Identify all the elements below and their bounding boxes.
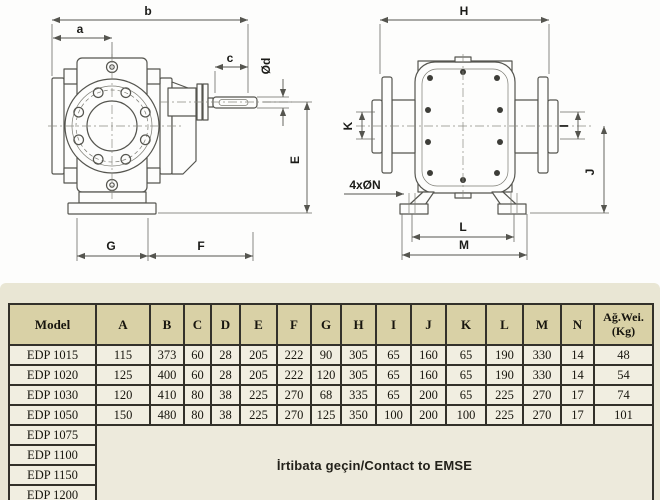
- dim-label-n: 4xØN: [349, 178, 381, 192]
- header-i: I: [376, 304, 411, 345]
- dimension-a: [53, 22, 112, 38]
- value-cell: 225: [486, 405, 523, 425]
- value-cell: 120: [96, 385, 150, 405]
- value-cell: 270: [523, 405, 561, 425]
- value-cell: 205: [240, 365, 277, 385]
- dim-label-h: H: [459, 4, 469, 18]
- dimension-i: [557, 112, 578, 139]
- value-cell: 125: [96, 365, 150, 385]
- model-cell: EDP 1020: [9, 365, 96, 385]
- value-cell: 65: [446, 385, 486, 405]
- header-weight: [594, 304, 653, 345]
- value-cell: 101: [594, 405, 653, 425]
- model-cell: EDP 1150: [9, 465, 96, 485]
- value-cell: 68: [311, 385, 341, 405]
- bearing-bracket: [168, 82, 213, 174]
- dimension-b: [52, 4, 248, 20]
- model-cell: EDP 1050: [9, 405, 96, 425]
- value-cell: 65: [376, 385, 411, 405]
- model-cell: EDP 1015: [9, 345, 96, 365]
- value-cell: 38: [211, 405, 240, 425]
- value-cell: 400: [150, 365, 184, 385]
- value-cell: 160: [411, 365, 446, 385]
- value-cell: 270: [277, 385, 311, 405]
- table-row: [9, 385, 653, 405]
- dimension-j: [583, 126, 604, 213]
- value-cell: 330: [523, 345, 561, 365]
- model-cell: EDP 1075: [9, 425, 96, 445]
- value-cell: 205: [240, 345, 277, 365]
- table-header-row: [9, 304, 653, 345]
- header-c: C: [184, 304, 211, 345]
- value-cell: 17: [561, 405, 594, 425]
- dimension-foot-holes: [344, 178, 404, 194]
- spec-table-panel: [0, 283, 660, 500]
- header-m: M: [523, 304, 561, 345]
- value-cell: 270: [523, 385, 561, 405]
- dimension-l: [412, 220, 514, 237]
- dimension-c: [215, 51, 248, 67]
- value-cell: 350: [341, 405, 376, 425]
- header-f: F: [277, 304, 311, 345]
- dim-label-e: E: [288, 155, 302, 165]
- spec-table: [8, 303, 654, 500]
- header-d: D: [211, 304, 240, 345]
- header-b: B: [150, 304, 184, 345]
- contact-cell: İrtibata geçin/Contact to EMSE: [96, 425, 653, 500]
- value-cell: 65: [376, 365, 411, 385]
- dim-label-d: Ød: [259, 57, 273, 75]
- value-cell: 480: [150, 405, 184, 425]
- header-a: A: [96, 304, 150, 345]
- table-row: [9, 345, 653, 365]
- value-cell: 100: [446, 405, 486, 425]
- value-cell: 74: [594, 385, 653, 405]
- value-cell: 335: [341, 385, 376, 405]
- dim-label-b: b: [144, 4, 152, 18]
- dimension-m: [402, 238, 527, 255]
- value-cell: 65: [446, 365, 486, 385]
- header-l: L: [486, 304, 523, 345]
- dim-label-j: J: [583, 168, 597, 176]
- value-cell: 125: [311, 405, 341, 425]
- model-cell: EDP 1030: [9, 385, 96, 405]
- model-cell: EDP 1100: [9, 445, 96, 465]
- value-cell: 190: [486, 365, 523, 385]
- value-cell: 80: [184, 405, 211, 425]
- value-cell: 65: [376, 345, 411, 365]
- value-cell: 222: [277, 345, 311, 365]
- value-cell: 100: [376, 405, 411, 425]
- value-cell: 160: [411, 345, 446, 365]
- value-cell: 115: [96, 345, 150, 365]
- value-cell: 28: [211, 345, 240, 365]
- dimension-k: [341, 112, 362, 139]
- dim-label-i: I: [557, 124, 571, 128]
- value-cell: 14: [561, 345, 594, 365]
- table-row: [9, 405, 653, 425]
- header-e: E: [240, 304, 277, 345]
- dim-label-f: F: [197, 239, 205, 253]
- dimension-e: [288, 102, 307, 213]
- header-k: K: [446, 304, 486, 345]
- dim-label-a: a: [76, 22, 84, 36]
- value-cell: 80: [184, 385, 211, 405]
- header-n: N: [561, 304, 594, 345]
- value-cell: 270: [277, 405, 311, 425]
- dimension-g: [77, 239, 148, 256]
- value-cell: 410: [150, 385, 184, 405]
- value-cell: 90: [311, 345, 341, 365]
- dimension-h: [380, 4, 549, 20]
- header-weight-line1: Ağ.Wei.: [603, 309, 644, 324]
- dim-label-l: L: [459, 220, 467, 234]
- value-cell: 14: [561, 365, 594, 385]
- value-cell: 28: [211, 365, 240, 385]
- value-cell: 150: [96, 405, 150, 425]
- drive-shaft: [213, 97, 257, 108]
- value-cell: 225: [240, 385, 277, 405]
- dim-label-g: G: [106, 239, 116, 253]
- value-cell: 200: [411, 385, 446, 405]
- header-weight-line2: (Kg): [611, 323, 636, 338]
- value-cell: 373: [150, 345, 184, 365]
- dim-label-m: M: [459, 238, 469, 252]
- discharge-flange: [515, 77, 558, 173]
- value-cell: 60: [184, 345, 211, 365]
- dim-label-c: c: [226, 51, 234, 65]
- header-h: H: [341, 304, 376, 345]
- value-cell: 54: [594, 365, 653, 385]
- header-g: G: [311, 304, 341, 345]
- value-cell: 222: [277, 365, 311, 385]
- table-row: [9, 365, 653, 385]
- value-cell: 225: [486, 385, 523, 405]
- value-cell: 48: [594, 345, 653, 365]
- value-cell: 200: [411, 405, 446, 425]
- dim-label-k: K: [341, 121, 355, 131]
- value-cell: 330: [523, 365, 561, 385]
- header-j: J: [411, 304, 446, 345]
- value-cell: 190: [486, 345, 523, 365]
- suction-flange: [372, 77, 415, 173]
- value-cell: 17: [561, 385, 594, 405]
- dimension-f: [148, 239, 253, 256]
- dimension-shaft-diameter: [259, 58, 283, 126]
- value-cell: 225: [240, 405, 277, 425]
- side-view: [341, 4, 609, 260]
- value-cell: 305: [341, 365, 376, 385]
- model-cell: EDP 1200: [9, 485, 96, 500]
- value-cell: 65: [446, 345, 486, 365]
- value-cell: 38: [211, 385, 240, 405]
- table-row: [9, 425, 653, 445]
- value-cell: 305: [341, 345, 376, 365]
- front-view: [48, 4, 312, 261]
- value-cell: 60: [184, 365, 211, 385]
- header-model: Model: [9, 304, 96, 345]
- value-cell: 120: [311, 365, 341, 385]
